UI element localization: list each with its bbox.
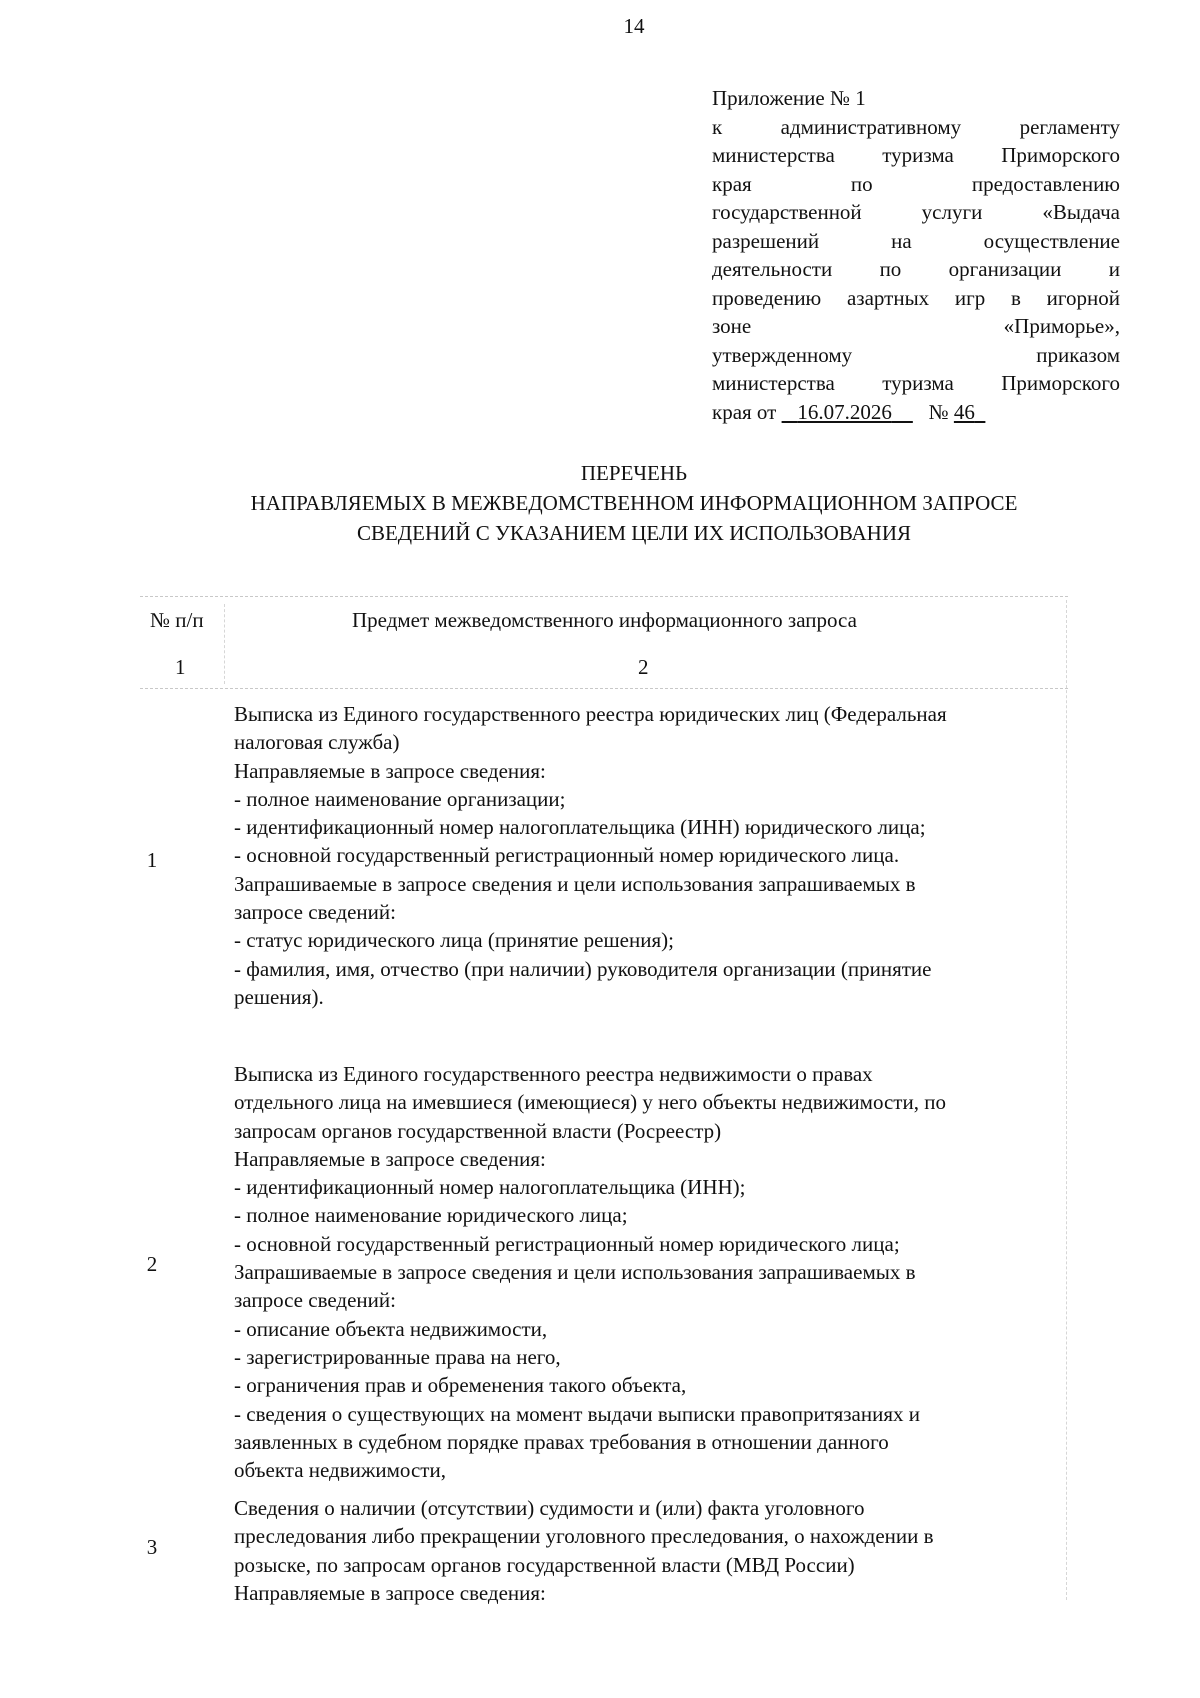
table-row-1	[234, 700, 1070, 1011]
appendix-number-prefix: №	[928, 399, 949, 424]
appendix-line: края по предоставлению	[712, 171, 1120, 196]
row-line: Выписка из Единого государственного реестра юридических лиц (Федеральная	[234, 702, 947, 726]
table-header-rule	[140, 688, 1068, 689]
row-line: - фамилия, имя, отчество (при наличии) руководителя организации (принятие	[234, 956, 932, 981]
appendix-date-prefix: края от	[712, 399, 777, 424]
row-line: - ограничения прав и обременения такого объекта,	[234, 1373, 687, 1398]
row-line: запросе сведений:	[234, 900, 396, 925]
row-line: Сведения о наличии (отсутствии) судимости и (или) факта уголовного	[234, 1496, 865, 1520]
row-line: - статус юридического лица (принятие решения);	[234, 928, 674, 953]
row-line: Направляемые в запросе сведения:	[234, 758, 546, 783]
row-line: - идентификационный номер налогоплательщика (ИНН);	[234, 1175, 746, 1200]
appendix-number-field	[954, 400, 986, 424]
table-top-rule	[140, 596, 1068, 597]
appendix-line: государственной услуги «Выдача	[712, 200, 1120, 224]
row-line: Направляемые в запросе сведения:	[234, 1580, 546, 1605]
appendix-line: министерства туризма Приморского	[712, 143, 1120, 167]
row-line: - зарегистрированные права на него,	[234, 1344, 561, 1369]
row-line: объекта недвижимости,	[234, 1458, 446, 1483]
appendix-block	[712, 84, 1120, 426]
title-line-3: СВЕДЕНИЙ С УКАЗАНИЕМ ЦЕЛИ ИХ ИСПОЛЬЗОВАНИЯ	[356, 521, 912, 545]
appendix-date-line	[712, 398, 1120, 427]
row-line: налоговая служба)	[234, 730, 400, 755]
row-line: розыске, по запросам органов государственной власти (МВД России)	[234, 1552, 855, 1577]
row-line: - идентификационный номер налогоплательщика (ИНН) юридического лица;	[234, 815, 926, 840]
appendix-date: 16.07.2026	[797, 399, 892, 424]
row-line: - полное наименование юридического лица;	[234, 1203, 628, 1228]
appendix-line: деятельности по организации и	[712, 257, 1120, 281]
appendix-line: министерства туризма Приморского	[712, 371, 1120, 395]
appendix-date-field	[782, 400, 913, 424]
table-row-3	[234, 1494, 1070, 1607]
table-row-2	[234, 1060, 1070, 1484]
row-line: заявленных в судебном порядке правах требования в отношении данного	[234, 1429, 889, 1454]
appendix-line: проведению азартных игр в игорной	[712, 285, 1120, 310]
column-header-number: № п/п	[150, 608, 204, 632]
appendix-line: зоне «Приморье»,	[712, 314, 1120, 338]
row-line: преследования либо прекращении уголовного преследования, о нахождении в	[234, 1524, 934, 1549]
row-number: 2	[146, 1252, 158, 1276]
row-number: 1	[146, 848, 158, 872]
row-line: - описание объекта недвижимости,	[234, 1316, 548, 1341]
page-number: 14	[623, 14, 645, 38]
row-line: Выписка из Единого государственного реестра недвижимости о правах	[234, 1062, 873, 1086]
row-line: Запрашиваемые в запросе сведения и цели использования запрашиваемых в	[234, 1260, 916, 1285]
row-line: - полное наименование организации;	[234, 786, 566, 811]
title-line-2: НАПРАВЛЯЕМЫХ В МЕЖВЕДОМСТВЕННОМ ИНФОРМАЦИОННОМ ЗАПРОСЕ	[250, 491, 1018, 515]
appendix-line: разрешений на осуществление	[712, 228, 1120, 253]
appendix-title: Приложение № 1	[712, 86, 866, 110]
appendix-number: 46	[953, 399, 975, 424]
document-title	[0, 458, 1200, 548]
column-index-2: 2	[638, 655, 649, 679]
row-line: запросе сведений:	[234, 1288, 396, 1313]
row-line: запросам органов государственной власти (Росреестр)	[234, 1118, 722, 1143]
row-line: - сведения о существующих на момент выдачи выписки правопритязаниях и	[234, 1401, 920, 1426]
row-line: решения).	[234, 984, 324, 1009]
row-number: 3	[146, 1535, 158, 1559]
row-line: отдельного лица на имевшиеся (имеющиеся) у него объекты недвижимости, по	[234, 1090, 946, 1115]
row-line: - основной государственный регистрационный номер юридического лица.	[234, 843, 900, 868]
column-index-1: 1	[175, 655, 186, 679]
appendix-line: утвержденному приказом	[712, 342, 1120, 367]
title-line-1: ПЕРЕЧЕНЬ	[580, 461, 688, 485]
row-line: Направляемые в запросе сведения:	[234, 1146, 546, 1171]
appendix-line: к административному регламенту	[712, 114, 1120, 139]
row-line: - основной государственный регистрационный номер юридического лица;	[234, 1231, 900, 1256]
row-line: Запрашиваемые в запросе сведения и цели использования запрашиваемых в	[234, 871, 916, 896]
column-divider	[224, 604, 225, 684]
column-header-subject: Предмет межведомственного информационного запроса	[352, 608, 857, 632]
